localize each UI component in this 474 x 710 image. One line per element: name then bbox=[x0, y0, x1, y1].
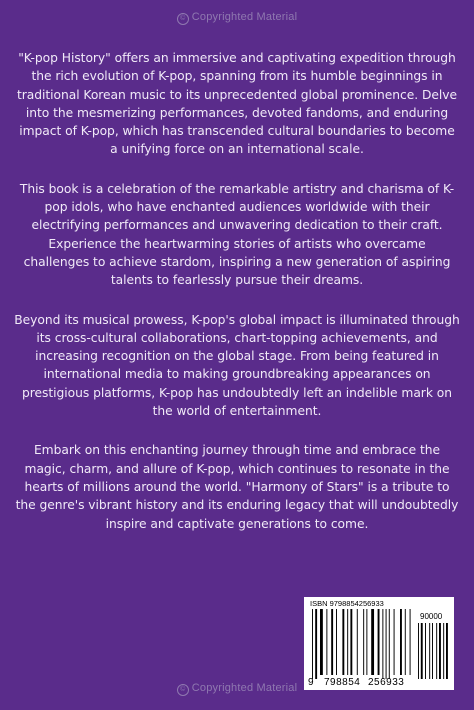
watermark-top-text: Copyrighted Material bbox=[191, 11, 298, 23]
blurb-paragraph-4: Embark on this enchanting journey through time and embrace the magic, charm, and allure of K-pop, which continues to resonate in the hearts of millions around the world. "Harmony of Stars" is a tribute to the genre's vibrant history and its enduring legacy that will undoubtedly inspire and captivate generations to come. bbox=[15, 443, 459, 531]
barcode-bar bbox=[336, 609, 337, 675]
barcode-bar bbox=[389, 609, 390, 679]
barcode-bar bbox=[315, 609, 317, 679]
isbn-label: ISBN 9798854256933 bbox=[310, 599, 384, 608]
barcode-bar bbox=[363, 609, 364, 675]
isbn-barcode bbox=[304, 597, 454, 690]
barcode-bar bbox=[394, 609, 395, 675]
barcode-addon-bar bbox=[425, 623, 426, 679]
barcode-addon-bar bbox=[439, 623, 441, 679]
barcode-bar bbox=[378, 609, 380, 675]
barcode-bar bbox=[400, 609, 402, 675]
copyright-icon: © bbox=[177, 684, 189, 696]
barcode-bar bbox=[320, 609, 323, 675]
barcode-bar bbox=[342, 609, 344, 675]
barcode-addon-bar bbox=[418, 623, 419, 679]
watermark-top bbox=[0, 11, 474, 25]
barcode-addon-bar bbox=[446, 623, 448, 679]
blurb bbox=[14, 49, 460, 554]
barcode-bar bbox=[405, 609, 406, 675]
watermark-bottom bbox=[0, 682, 474, 696]
barcode-digits-left: 798854 bbox=[324, 677, 361, 688]
blurb-paragraph-2: This book is a celebration of the remarkable artistry and charisma of K-pop idols, who have enchanted audiences worldwide with their electrifying performances and unwavering dedication to their craft. Experience the heartwarming stories of artists who overcame challenges to achieve stardom, inspiring a new generation of aspiring talents to fearlessly pursue their dreams. bbox=[19, 181, 455, 288]
barcode-bar bbox=[347, 609, 348, 675]
barcode-addon-bar bbox=[443, 623, 444, 679]
copyright-icon: © bbox=[177, 13, 189, 25]
blurb-paragraph-1: "K-pop History" offers an immersive and captivating expedition through the rich evolution of K-pop, spanning from its humble beginnings in traditional Korean music to its unprecedented global prominence. Delve into the mesmerizing performances, devoted fandoms, and enduring impact of K-pop, which has transcended cultural boundaries to become a unifying force on an international scale. bbox=[16, 51, 458, 157]
barcode-bar bbox=[410, 609, 411, 675]
barcode-bar bbox=[326, 609, 327, 675]
barcode-digit-first: 9 bbox=[308, 677, 315, 688]
price-code: 90000 bbox=[420, 612, 443, 621]
barcode-bar bbox=[331, 609, 333, 675]
barcode-bar bbox=[371, 609, 374, 675]
barcode-bar bbox=[350, 609, 352, 675]
barcode-bar bbox=[312, 609, 313, 679]
barcode-digits-right: 256933 bbox=[368, 677, 405, 688]
barcode-addon-bar bbox=[421, 623, 423, 679]
barcode-addon-bar bbox=[429, 623, 430, 679]
barcode-bar bbox=[386, 609, 387, 679]
barcode-addon-bar bbox=[432, 623, 433, 679]
barcode-bar bbox=[357, 609, 358, 675]
barcode-bar bbox=[366, 609, 367, 675]
watermark-bottom-text: Copyrighted Material bbox=[191, 682, 298, 694]
barcode-bar bbox=[382, 609, 383, 679]
blurb-paragraph-3: Beyond its musical prowess, K-pop's global impact is illuminated through its cross-cultural collaborations, chart-topping achievements, and increasing recognition on the global stage. From being featured in international media to making groundbreaking appearances on prestigious platforms, K-pop has undoubtedly left an indelible mark on the world of entertainment. bbox=[14, 312, 460, 419]
barcode-addon-bar bbox=[436, 623, 437, 679]
